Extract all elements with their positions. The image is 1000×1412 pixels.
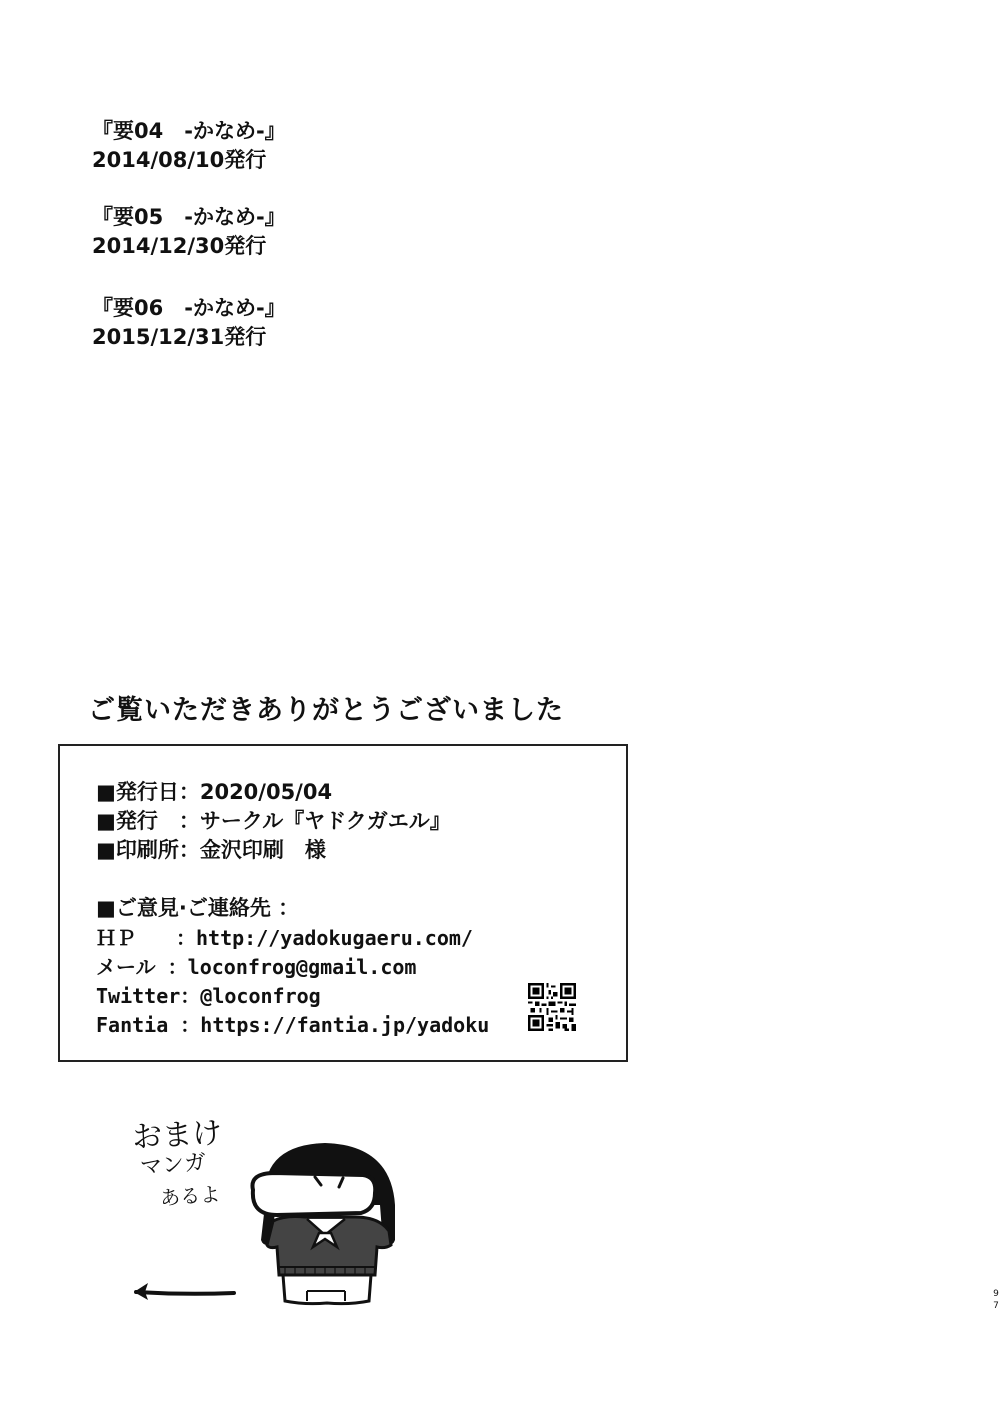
prior-work-05 [92,203,286,261]
colophon-box [58,744,628,1062]
left-arrow-icon [130,1278,240,1306]
page-number-digit-1: 9 [993,1289,999,1299]
prior-work-date: 2014/08/10発行 [92,148,267,172]
issue-date-value: 2020/05/04 [199,780,333,804]
qr-code-icon [528,983,576,1031]
mail-row [96,951,416,980]
issue-date-label: ■発行日： [96,780,200,804]
prior-work-title: 『要06 -かなめ-』 [92,296,286,320]
prior-work-06 [92,294,286,352]
printer-label: ■印刷所： [96,838,200,862]
prior-work-title: 『要05 -かなめ-』 [92,205,286,229]
thanks-message: ご覧いただきありがとうございました [88,695,564,726]
omake-line-2: マンガ [139,1150,208,1181]
page-number-digit-2: 7 [993,1301,999,1311]
hp-label: ＨＰ ： [96,926,196,950]
mail-link[interactable]: loconfrog@gmail.com [187,955,417,979]
twitter-link[interactable]: @loconfrog [200,984,321,1008]
twitter-row [96,980,321,1009]
contact-heading: ■ご意見·ご連絡先 ： [96,896,300,920]
publisher-row [96,805,451,835]
issue-date-row [96,776,332,806]
omake-line-1: おまけ [131,1115,224,1156]
page-number [992,1288,1000,1312]
prior-work-04 [92,117,286,175]
prior-work-date: 2014/12/30発行 [92,234,267,258]
publisher-value: サークル『ヤドクガエル』 [199,809,451,833]
fantia-label: Fantia ： [96,1013,201,1037]
hp-row [96,922,473,951]
character-illustration [245,1135,405,1310]
prior-work-date: 2015/12/31発行 [92,325,267,349]
publisher-label: ■発行 ： [96,809,200,833]
fantia-link[interactable]: https://fantia.jp/yadoku [200,1013,490,1037]
twitter-label: Twitter： [96,984,201,1008]
omake-line-3: あるよ [159,1181,221,1211]
printer-value: 金沢印刷 様 [199,838,326,862]
mail-label: メール ： [96,955,188,979]
hp-link[interactable]: http://yadokugaeru.com/ [196,926,473,950]
fantia-row [96,1009,489,1038]
prior-work-title: 『要04 -かなめ-』 [92,119,286,143]
printer-row [96,834,326,864]
